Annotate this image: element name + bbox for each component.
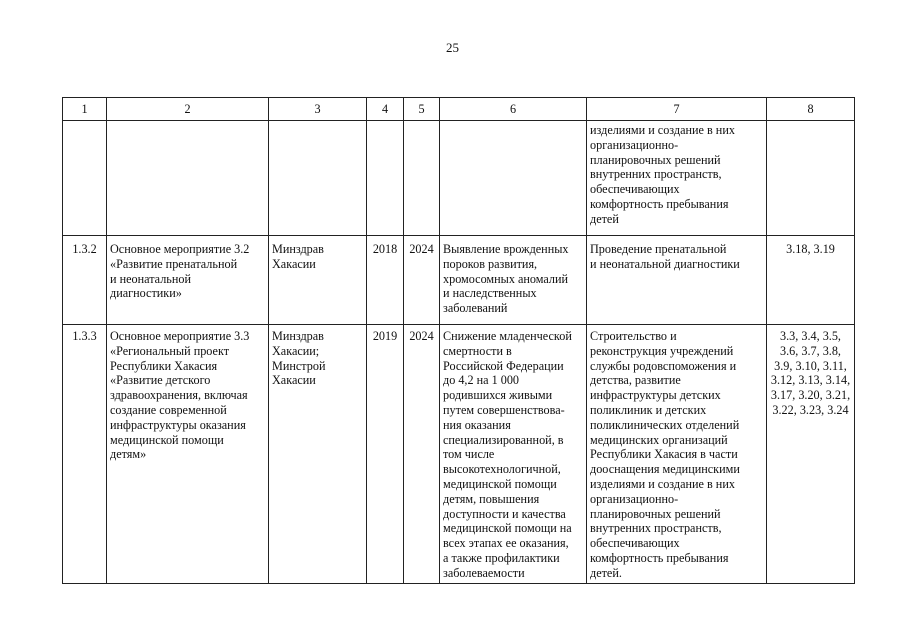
cell-text-line: 3.9, 3.10, 3.11, [774,358,847,373]
directions-cell [587,236,767,325]
header-cell: 5 [404,98,440,121]
end-year-cell [404,236,440,325]
end-year-cell [404,325,440,584]
executor-cell [269,236,367,325]
cell-text-line: поликлиник и детских [590,402,707,417]
cell-text-line: инфраструктуры оказания [110,417,246,432]
cell-text-line: заболеваемости [443,565,525,580]
cell-text-line: организационно- [590,137,679,152]
cell-text-line: службы родовспоможения и [590,358,737,373]
executor-cell [269,325,367,584]
cell-text-line: Хакасии; [272,343,320,358]
indicators-cell [767,236,855,325]
cell-text-line: 3.18, 3.19 [786,242,835,256]
cell-text-line: «Развитие детского [110,373,211,388]
cell-text-line: здравоохранения, включая [110,388,248,403]
cell-text-line: 3.12, 3.13, 3.14, [770,373,851,388]
header-cell: 2 [107,98,269,121]
cell-text-line: изделиями и создание в них [590,476,735,491]
measure-name-cell [107,121,269,236]
cell-text-line: «Развитие пренатальной [110,256,238,271]
row-number-cell [63,236,107,325]
cell-text-line: обеспечивающих [590,182,680,197]
header-cell: 4 [367,98,404,121]
table-row [63,325,855,584]
cell-text-line: Проведение пренатальной [590,242,727,256]
cell-text-line: Хакасии [272,373,316,388]
cell-text-line: Республики Хакасия в части [590,447,738,462]
header-cell: 7 [587,98,767,121]
directions-cell [587,325,767,584]
cell-text-line: обеспечивающих [590,536,680,551]
cell-text-line: 2018 [372,242,398,256]
cell-text-line: Минздрав [272,242,324,256]
table-row [63,236,855,325]
expected-result-cell [440,236,587,325]
cell-text-line: пороков развития, [443,256,538,271]
cell-text-line: Минстрой [272,358,326,373]
expected-result-cell [440,121,587,236]
row-number-cell [63,121,107,236]
cell-text-line: внутренних пространств, [590,167,722,182]
cell-text-line: 1.3.2 [72,242,97,256]
executor-cell [269,121,367,236]
cell-text-line: 1.3.3 [72,329,97,343]
cell-text-line: Республики Хакасия [110,358,218,373]
cell-text-line: том числе [443,447,495,462]
cell-text-line: медицинских организаций [590,432,728,447]
cell-text-line: хромосомных аномалий [443,271,569,286]
cell-text-line: диагностики» [110,286,182,301]
cell-text-line: 2024 [409,242,434,256]
header-cell: 1 [63,98,107,121]
cell-text-line: изделиями и создание в них [590,123,735,137]
cell-text-line: 3.3, 3.4, 3.5, [780,329,841,343]
cell-text-line: доступности и качества [443,506,566,521]
cell-text-line: Снижение младенческой [443,329,572,343]
cell-text-line: детям, повышения [443,491,540,506]
cell-text-line: ния оказания [443,417,511,432]
cell-text-line: комфортность пребывания [590,196,729,211]
cell-text-line: специализированной, в [443,432,564,447]
cell-text-line: планировочных решений [590,506,721,521]
start-year-cell [367,121,404,236]
cell-text-line: 2024 [409,329,434,343]
cell-text-line: комфортность пребывания [590,550,729,565]
cell-text-line: и неонатальной диагностики [590,256,740,271]
table-row [63,121,855,236]
cell-text-line: детей. [590,565,622,580]
row-number-cell [63,325,107,584]
cell-text-line: дооснащения медицинскими [590,462,740,477]
indicators-cell [767,121,855,236]
cell-text-line: Строительство и [590,329,677,343]
measure-name-cell [107,325,269,584]
cell-text-line: Хакасии [272,256,316,271]
cell-text-line: «Региональный проект [110,343,230,358]
measures-table [62,97,855,584]
cell-text-line: Российской Федерации [443,358,564,373]
cell-text-line: медицинской помощи [443,476,557,491]
cell-text-line: 2019 [372,329,398,343]
cell-text-line: организационно- [590,491,679,506]
cell-text-line: Минздрав [272,329,324,343]
cell-text-line: путем совершенствова- [443,402,565,417]
cell-text-line: заболеваний [443,301,508,316]
cell-text-line: реконструкция учреждений [590,343,734,358]
cell-text-line: а также профилактики [443,550,560,565]
end-year-cell [404,121,440,236]
cell-text-line: всех этапах ее оказания, [443,536,569,551]
directions-cell [587,121,767,236]
cell-text-line: детства, развитие [590,373,681,388]
table-header-row [63,98,855,121]
cell-text-line: детей [590,211,619,226]
cell-text-line: и наследственных [443,286,537,301]
cell-text-line: 3.22, 3.23, 3.24 [772,402,849,417]
cell-text-line: смертности в [443,343,512,358]
cell-text-line: внутренних пространств, [590,521,722,536]
cell-text-line: медицинской помощи на [443,521,572,536]
cell-text-line: Основное мероприятие 3.3 [110,329,250,343]
cell-text-line: Основное мероприятие 3.2 [110,242,250,256]
start-year-cell [367,236,404,325]
cell-text-line: планировочных решений [590,152,721,167]
expected-result-cell [440,325,587,584]
header-cell: 8 [767,98,855,121]
cell-text-line: поликлинических отделений [590,417,740,432]
start-year-cell [367,325,404,584]
cell-text-line: детям» [110,447,147,462]
header-cell: 3 [269,98,367,121]
cell-text-line: высокотехнологичной, [443,462,561,477]
cell-text-line: инфраструктуры детских [590,388,721,403]
indicators-cell [767,325,855,584]
cell-text-line: создание современной [110,402,227,417]
cell-text-line: 3.17, 3.20, 3.21, [770,388,851,403]
page-number: 25 [446,40,459,55]
header-cell: 6 [440,98,587,121]
cell-text-line: 3.6, 3.7, 3.8, [780,343,841,358]
cell-text-line: и неонатальной [110,271,191,286]
cell-text-line: родившихся живыми [443,388,553,403]
cell-text-line: Выявление врожденных [443,242,569,256]
cell-text-line: до 4,2 на 1 000 [443,373,520,388]
cell-text-line: медицинской помощи [110,432,224,447]
measure-name-cell [107,236,269,325]
